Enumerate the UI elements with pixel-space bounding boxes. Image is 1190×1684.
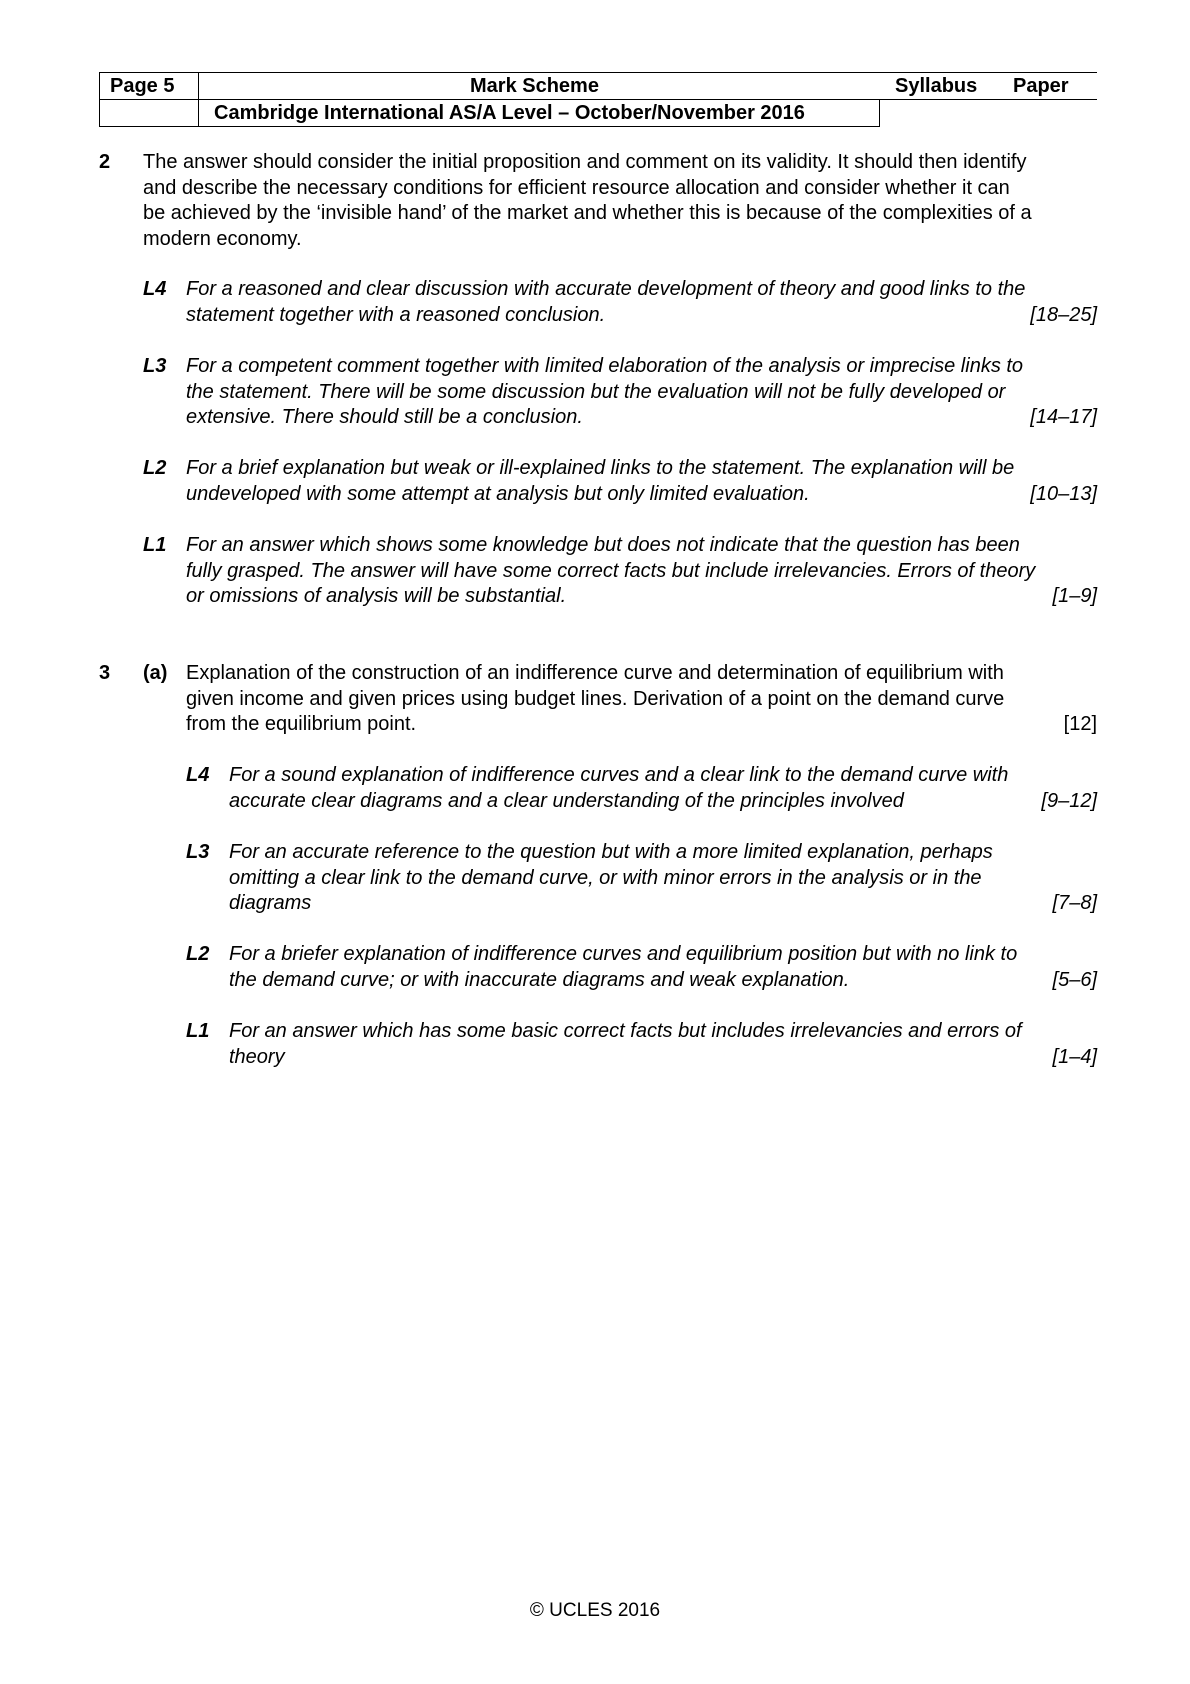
text-line: the statement. There will be some discussion but the evaluation will not be fully developed or — [186, 380, 1006, 403]
text-line — [229, 1045, 1097, 1071]
text-line — [186, 482, 1097, 508]
text-line — [229, 891, 1097, 917]
level-descriptor — [229, 942, 1097, 993]
mark-range: [7–8] — [1052, 892, 1097, 914]
level-label: L4 — [143, 278, 167, 300]
text-line-content: undeveloped with some attempt at analysis but only limited evaluation. — [186, 482, 810, 505]
text-line: Explanation of the construction of an indifference curve and determination of equilibrium with — [186, 662, 1004, 684]
text-line-content: accurate clear diagrams and a clear understanding of the principles involved — [229, 789, 904, 812]
mark-range: [18–25] — [1030, 303, 1097, 326]
level-label: L3 — [186, 841, 210, 863]
header-row-1 — [99, 72, 1097, 100]
text-line: fully grasped. The answer will have some correct facts but include irrelevancies. Errors of theory — [186, 559, 1036, 582]
question-part: (a) — [143, 662, 168, 684]
page-number: Page 5 — [110, 75, 175, 97]
mark-range: [14–17] — [1030, 406, 1097, 428]
mark-total: [12] — [1063, 713, 1097, 735]
mark-range: [10–13] — [1030, 482, 1097, 505]
question-number: 2 — [99, 151, 111, 173]
text-line: modern economy. — [143, 227, 302, 250]
text-line: For a competent comment together with limited elaboration of the analysis or imprecise links to — [186, 355, 1024, 377]
level-label: L2 — [143, 457, 167, 479]
text-line — [186, 712, 1097, 738]
text-line — [186, 303, 1097, 329]
level-descriptor — [186, 456, 1097, 507]
header-divider — [198, 73, 199, 99]
text-line — [229, 789, 1097, 815]
text-line: For an answer which shows some knowledge but does not indicate that the question has been — [186, 534, 1020, 556]
mark-range: [1–4] — [1052, 1045, 1097, 1068]
text-line: For a sound explanation of indifference curves and a clear link to the demand curve with — [229, 764, 1009, 786]
level-descriptor — [229, 840, 1097, 917]
page-header-table — [99, 72, 1097, 127]
level-descriptor — [229, 1019, 1097, 1070]
level-descriptor — [229, 763, 1097, 814]
text-line: For an answer which has some basic correct facts but includes irrelevancies and errors of — [229, 1020, 1022, 1042]
text-line — [186, 405, 1097, 431]
text-line-content: theory — [229, 1045, 285, 1068]
text-line-content: extensive. There should still be a conclusion. — [186, 406, 583, 428]
header-divider — [198, 100, 199, 126]
level-label: L2 — [186, 943, 210, 965]
header-row-2 — [99, 100, 880, 127]
text-line — [186, 584, 1097, 610]
text-line-content: the demand curve; or with inaccurate diagrams and weak explanation. — [229, 968, 850, 991]
text-line: For an accurate reference to the question but with a more limited explanation, perhaps — [229, 841, 993, 863]
level-descriptor — [186, 354, 1097, 431]
level-label: L3 — [143, 355, 167, 377]
text-line-content: diagrams — [229, 892, 312, 914]
level-label: L1 — [186, 1020, 210, 1042]
text-line: For a reasoned and clear discussion with accurate development of theory and good links to the — [186, 278, 1026, 300]
text-line-content: statement together with a reasoned conclusion. — [186, 303, 606, 326]
paper-label: Paper — [1013, 75, 1069, 97]
mark-range: [1–9] — [1052, 585, 1097, 607]
copyright-footer: © UCLES 2016 — [529, 1600, 661, 1621]
question-number: 3 — [99, 662, 111, 684]
text-line: and describe the necessary conditions for efficient resource allocation and consider whether it can — [143, 176, 1010, 199]
text-line — [229, 968, 1097, 994]
mark-range: [9–12] — [1041, 789, 1097, 812]
mark-range: [5–6] — [1052, 968, 1097, 991]
question-2-intro — [143, 150, 1097, 252]
level-descriptor — [186, 533, 1097, 610]
exam-subtitle: Cambridge International AS/A Level – October/November 2016 — [214, 102, 805, 124]
question-3a-intro — [186, 661, 1097, 738]
text-line-content: or omissions of analysis will be substantial. — [186, 585, 567, 607]
document-title: Mark Scheme — [470, 75, 599, 97]
text-line: For a briefer explanation of indifference curves and equilibrium position but with no link to — [229, 943, 1018, 965]
text-line-content: from the equilibrium point. — [186, 713, 417, 735]
text-line: The answer should consider the initial proposition and comment on its validity. It should then identify — [143, 151, 1027, 173]
syllabus-label: Syllabus — [895, 75, 978, 97]
header-divider — [879, 100, 880, 126]
text-line: For a brief explanation but weak or ill-explained links to the statement. The explanation will be — [186, 457, 1015, 479]
level-descriptor — [186, 277, 1097, 328]
level-label: L4 — [186, 764, 210, 786]
level-label: L1 — [143, 534, 167, 556]
text-line: omitting a clear link to the demand curve, or with minor errors in the analysis or in the — [229, 866, 982, 889]
text-line: given income and given prices using budget lines. Derivation of a point on the demand curve — [186, 687, 1005, 710]
text-line: be achieved by the ‘invisible hand’ of the market and whether this is because of the complexities of a — [143, 202, 1032, 224]
